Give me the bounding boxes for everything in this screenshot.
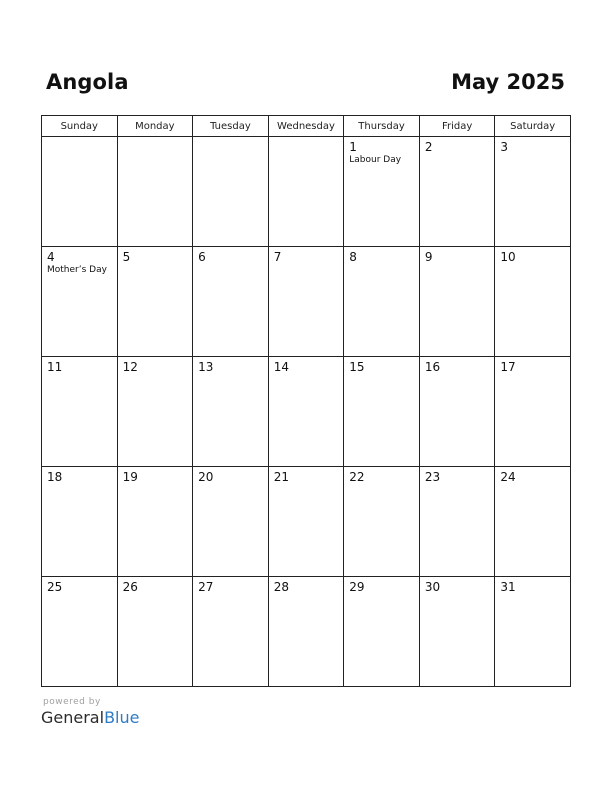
- day-number: 20: [198, 470, 214, 484]
- weekday-header: Friday: [419, 116, 495, 137]
- week-row: [42, 357, 571, 467]
- holiday-label: Mother’s Day: [47, 265, 107, 275]
- holiday-label: [193, 374, 268, 375]
- weekday-header: Thursday: [344, 116, 420, 137]
- day-number: 23: [424, 470, 441, 484]
- generalblue-logo[interactable]: [41, 708, 139, 727]
- weekday-header: Wednesday: [268, 116, 344, 137]
- day-number: 9: [424, 250, 433, 264]
- day-cell: [419, 247, 495, 357]
- holiday-label: [42, 594, 117, 595]
- day-number: 17: [500, 360, 516, 374]
- day-number: 29: [349, 580, 365, 594]
- holiday-label: [269, 594, 344, 595]
- month-year-title: May 2025: [451, 70, 565, 94]
- weekday-header-row: [42, 116, 571, 137]
- day-number: 11: [47, 360, 63, 374]
- day-cell: [117, 577, 193, 687]
- day-number: 8: [349, 250, 357, 264]
- day-cell: [193, 467, 269, 577]
- holiday-label: [495, 374, 570, 375]
- holiday-label: Labour Day: [349, 155, 402, 165]
- holiday-label: [118, 484, 193, 485]
- holiday-label: [495, 264, 570, 265]
- day-number: 5: [122, 250, 131, 264]
- day-cell: [495, 467, 571, 577]
- week-row: [42, 137, 571, 247]
- day-cell: [193, 577, 269, 687]
- calendar-grid: [41, 115, 571, 687]
- week-row: [42, 577, 571, 687]
- day-cell: [117, 247, 193, 357]
- day-cell: [344, 247, 420, 357]
- holiday-label: [420, 264, 495, 265]
- holiday-label: [420, 374, 495, 375]
- day-number: 21: [273, 470, 289, 484]
- holiday-label: [42, 140, 117, 141]
- day-cell: [419, 137, 495, 247]
- day-cell: [344, 137, 420, 247]
- day-number: 31: [500, 580, 516, 594]
- holiday-label: [118, 594, 193, 595]
- holiday-label: [269, 374, 344, 375]
- day-cell: [495, 357, 571, 467]
- day-number: 10: [500, 250, 516, 264]
- day-number: 4: [47, 250, 55, 264]
- holiday-label: [269, 484, 344, 485]
- day-number: 2: [424, 140, 433, 154]
- day-number: 14: [273, 360, 289, 374]
- holiday-label: [495, 594, 570, 595]
- brand-general-text: General: [41, 708, 105, 727]
- day-cell: [42, 357, 118, 467]
- day-cell: [193, 247, 269, 357]
- holiday-label: [344, 264, 419, 265]
- weekday-header: Sunday: [42, 116, 118, 137]
- day-cell: [344, 577, 420, 687]
- holiday-label: [420, 154, 495, 155]
- day-number: 22: [349, 470, 365, 484]
- day-cell: [42, 137, 118, 247]
- day-cell: [419, 357, 495, 467]
- weekday-header: Saturday: [495, 116, 571, 137]
- day-cell: [419, 467, 495, 577]
- day-cell: [495, 247, 571, 357]
- day-number: 16: [424, 360, 441, 374]
- day-number: 13: [198, 360, 214, 374]
- week-row: [42, 247, 571, 357]
- day-cell: [117, 137, 193, 247]
- day-number: 12: [122, 360, 138, 374]
- holiday-label: [495, 484, 570, 485]
- day-cell: [193, 357, 269, 467]
- day-cell: [42, 577, 118, 687]
- day-number: 1: [349, 140, 357, 154]
- day-cell: [268, 247, 344, 357]
- day-cell: [268, 137, 344, 247]
- day-cell: [344, 467, 420, 577]
- holiday-label: [193, 594, 268, 595]
- holiday-label: [269, 140, 344, 141]
- day-cell: [193, 137, 269, 247]
- holiday-label: [420, 594, 495, 595]
- holiday-label: [269, 264, 344, 265]
- holiday-label: [118, 140, 193, 141]
- holiday-label: [344, 484, 419, 485]
- holiday-label: [118, 264, 193, 265]
- powered-by-text: powered by: [43, 697, 101, 707]
- day-number: 7: [273, 250, 282, 264]
- holiday-label: [495, 154, 570, 155]
- holiday-label: [42, 374, 117, 375]
- weekday-header: Tuesday: [193, 116, 269, 137]
- day-cell: [42, 467, 118, 577]
- day-number: 25: [47, 580, 63, 594]
- country-title: Angola: [46, 70, 129, 94]
- day-cell: [117, 467, 193, 577]
- holiday-label: [193, 264, 268, 265]
- day-number: 27: [198, 580, 214, 594]
- day-number: 19: [122, 470, 138, 484]
- holiday-label: [420, 484, 495, 485]
- day-cell: [268, 357, 344, 467]
- day-number: 18: [47, 470, 63, 484]
- week-row: [42, 467, 571, 577]
- day-cell: [42, 247, 118, 357]
- weekday-header: Monday: [117, 116, 193, 137]
- day-number: 3: [500, 140, 509, 154]
- brand-blue-text: Blue: [104, 708, 140, 727]
- day-number: 6: [198, 250, 206, 264]
- day-cell: [344, 357, 420, 467]
- holiday-label: [344, 594, 419, 595]
- day-cell: [419, 577, 495, 687]
- holiday-label: [118, 374, 193, 375]
- holiday-label: [193, 484, 268, 485]
- day-number: 24: [500, 470, 516, 484]
- day-number: 28: [273, 580, 289, 594]
- holiday-label: [42, 484, 117, 485]
- day-cell: [495, 577, 571, 687]
- day-number: 26: [122, 580, 138, 594]
- day-cell: [268, 577, 344, 687]
- day-cell: [268, 467, 344, 577]
- day-number: 30: [424, 580, 441, 594]
- day-cell: [495, 137, 571, 247]
- holiday-label: [344, 374, 419, 375]
- day-number: 15: [349, 360, 365, 374]
- day-cell: [117, 357, 193, 467]
- holiday-label: [193, 140, 268, 141]
